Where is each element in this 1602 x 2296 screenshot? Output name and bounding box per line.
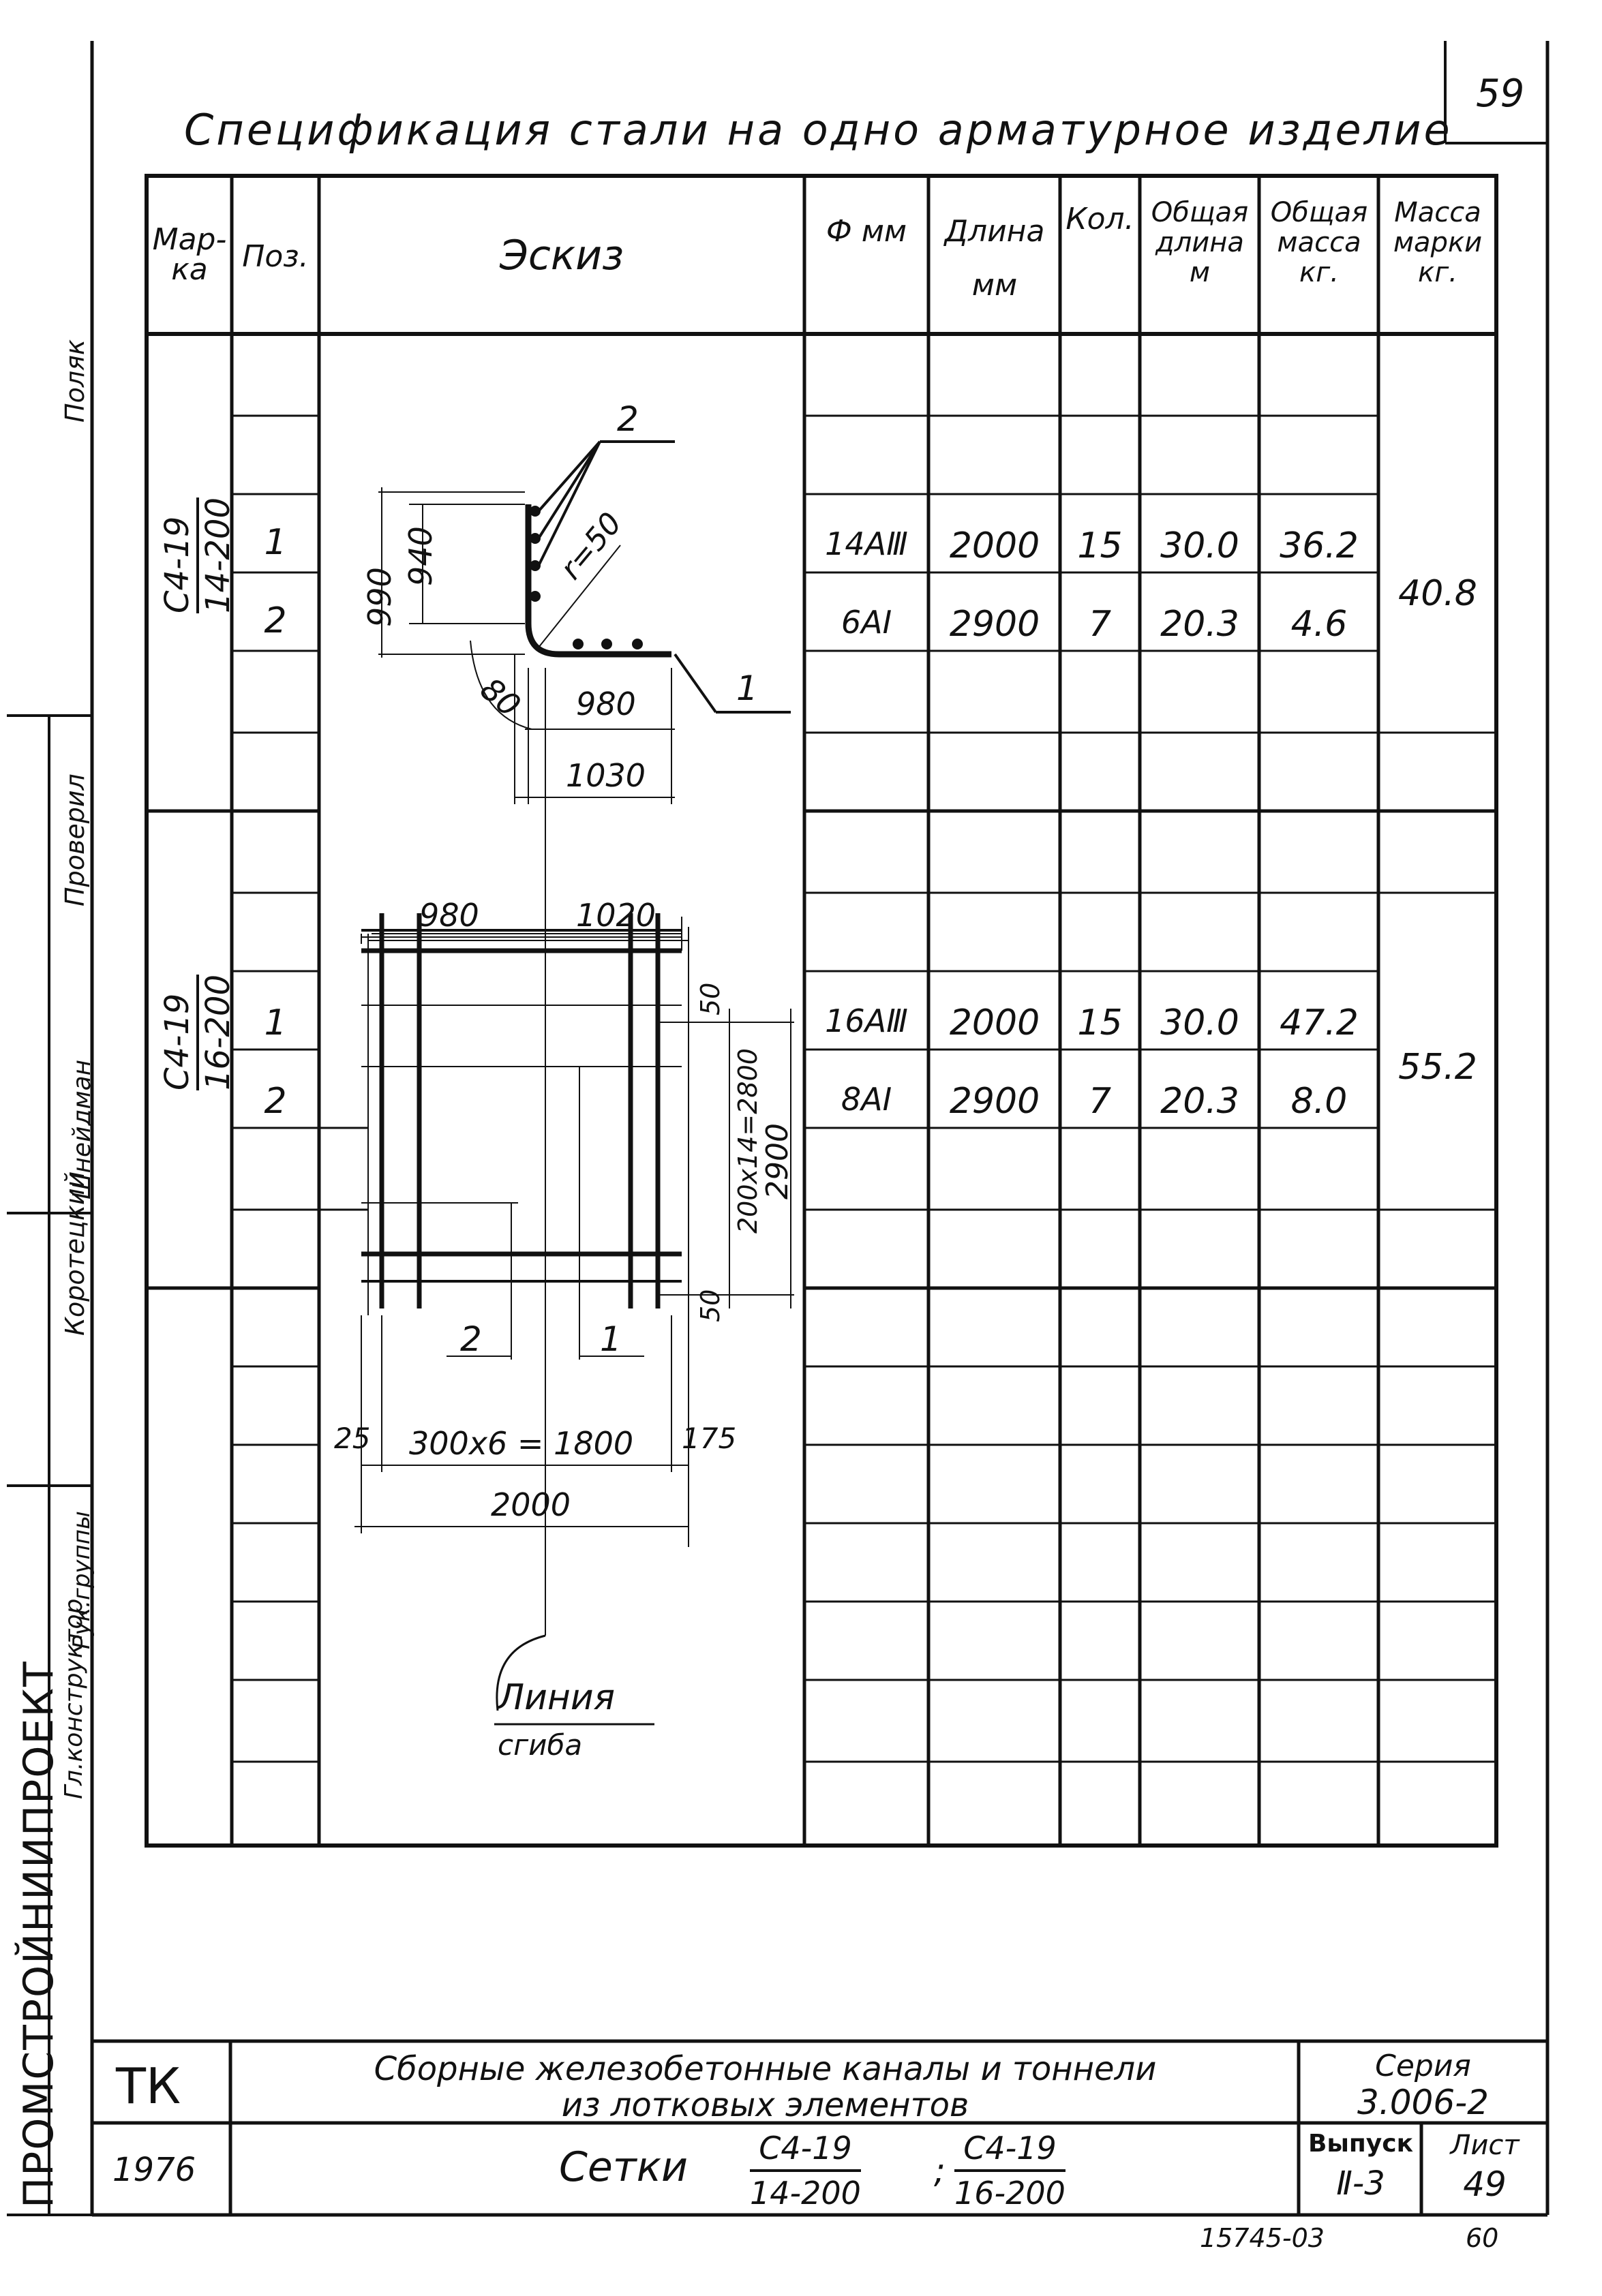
- g2-r2-total-mass: 8.0: [1290, 1081, 1348, 1122]
- g1-r2-total-length: 20.3: [1160, 604, 1239, 645]
- dim-2900: 2900: [760, 1123, 795, 1199]
- tb-sheet-sep: ;: [934, 2151, 946, 2190]
- tb-project-2: из лотковых элементов: [561, 2086, 969, 2124]
- side-role-checked: Проверил: [60, 774, 90, 906]
- g2-r1-length: 2000: [949, 1002, 1040, 1043]
- group2-mark: С4-19 16-200: [158, 974, 237, 1090]
- side-name-3: Поляк: [60, 339, 90, 423]
- footer-doc-number: 15745-03: [1200, 2223, 1325, 2253]
- sketch-label-1: 1: [736, 669, 758, 708]
- dim-1030: 1030: [566, 757, 646, 794]
- side-name-2: Шнейдман: [68, 1059, 96, 1199]
- tb-sheet-word: Сетки: [559, 2143, 688, 2191]
- header-mark-mass: Масса марки кг.: [1393, 197, 1483, 288]
- header-qty: Кол.: [1066, 202, 1134, 236]
- bend-line-label-1: Линия: [498, 1677, 615, 1718]
- tb-sheet-frac-a: С4-19 14-200: [750, 2130, 861, 2211]
- g1-r2-total-mass: 4.6: [1290, 604, 1348, 645]
- g1-r1-length: 2000: [949, 525, 1040, 566]
- g2-r2-qty: 7: [1088, 1081, 1112, 1122]
- g2-r2-total-length: 20.3: [1160, 1081, 1239, 1122]
- dim-1020: 1020: [576, 897, 656, 934]
- header-mark: Мар-ка: [152, 222, 227, 287]
- dim-80: 80: [473, 670, 528, 724]
- side-role-group: Рук.группы: [68, 1511, 95, 1649]
- dim-r50: r=50: [553, 506, 629, 587]
- footer-page: 60: [1466, 2223, 1499, 2253]
- g2-r2-length: 2900: [949, 1081, 1040, 1122]
- dim-50-b: 50: [695, 1289, 725, 1322]
- side-org: ПРОМСТРОЙНИИПРОЕКТ: [15, 1660, 63, 2208]
- g2-r2-pos: 2: [264, 1081, 287, 1122]
- tb-sheet-value: 49: [1463, 2164, 1507, 2204]
- dim-980-b: 980: [419, 897, 479, 934]
- header-sketch: Эскиз: [499, 232, 624, 279]
- mesh-label-2: 2: [460, 1319, 482, 1359]
- g1-r2-diameter: 6АⅠ: [841, 604, 892, 641]
- dim-980-a: 980: [576, 686, 636, 722]
- dim-175: 175: [682, 1422, 737, 1455]
- page-title: Спецификация стали на одно арматурное изделие: [184, 105, 1453, 155]
- header-diameter: Ф мм: [826, 214, 907, 249]
- header-total-length: Общая длина м: [1151, 197, 1249, 288]
- g1-r1-pos: 1: [264, 522, 287, 563]
- side-name-1: Коротецкий: [60, 1171, 90, 1336]
- g2-mark-mass: 55.2: [1398, 1047, 1477, 1088]
- dim-50-a: 50: [695, 982, 725, 1015]
- sketch-label-2: 2: [617, 399, 639, 439]
- group1-mark: С4-19 14-200: [158, 497, 237, 613]
- tb-code: ТК: [116, 2057, 181, 2115]
- dim-990: 990: [361, 567, 398, 627]
- g2-r2-diameter: 8АⅠ: [841, 1081, 892, 1118]
- g1-r1-diameter: 14АⅢ: [825, 525, 908, 562]
- mesh-label-1: 1: [600, 1319, 622, 1359]
- tb-series-value: 3.006-2: [1357, 2083, 1489, 2122]
- dim-2000: 2000: [491, 1486, 571, 1523]
- header-total-mass: Общая масса кг.: [1270, 197, 1368, 288]
- g1-r2-length: 2900: [949, 604, 1040, 645]
- page-number: 59: [1476, 72, 1525, 116]
- g2-r1-total-length: 30.0: [1160, 1002, 1239, 1043]
- g1-r2-pos: 2: [264, 600, 287, 641]
- tb-sheet-label: Лист: [1450, 2130, 1520, 2161]
- side-role-chief: Гл.конструктор: [60, 1598, 88, 1799]
- dim-25: 25: [334, 1422, 371, 1455]
- g2-r1-diameter: 16АⅢ: [825, 1002, 908, 1039]
- tb-project-1: Сборные железобетонные каналы и тоннели: [374, 2050, 1157, 2088]
- g1-r1-qty: 15: [1077, 525, 1123, 566]
- tb-sheet-frac-b: С4-19 16-200: [954, 2130, 1066, 2211]
- g1-r1-total-mass: 36.2: [1280, 525, 1359, 566]
- header-length: Длина мм: [944, 214, 1045, 303]
- g2-r1-qty: 15: [1077, 1002, 1123, 1043]
- g1-r2-qty: 7: [1088, 604, 1112, 645]
- g2-r1-total-mass: 47.2: [1280, 1002, 1359, 1043]
- bend-line-label-2: сгиба: [498, 1728, 583, 1762]
- dim-200x14: 200x14=2800: [733, 1048, 763, 1234]
- tb-issue-label: Выпуск: [1308, 2130, 1414, 2158]
- g2-r1-pos: 1: [264, 1002, 287, 1043]
- header-pos: Поз.: [242, 239, 309, 274]
- dim-940: 940: [402, 526, 439, 586]
- tb-issue-value: Ⅱ-3: [1336, 2164, 1385, 2203]
- g1-mark-mass: 40.8: [1398, 573, 1477, 614]
- tb-year: 1976: [112, 2151, 196, 2189]
- dim-300x6: 300x6 = 1800: [409, 1425, 634, 1462]
- tb-series-label: Серия: [1375, 2049, 1471, 2083]
- g1-r1-total-length: 30.0: [1160, 525, 1239, 566]
